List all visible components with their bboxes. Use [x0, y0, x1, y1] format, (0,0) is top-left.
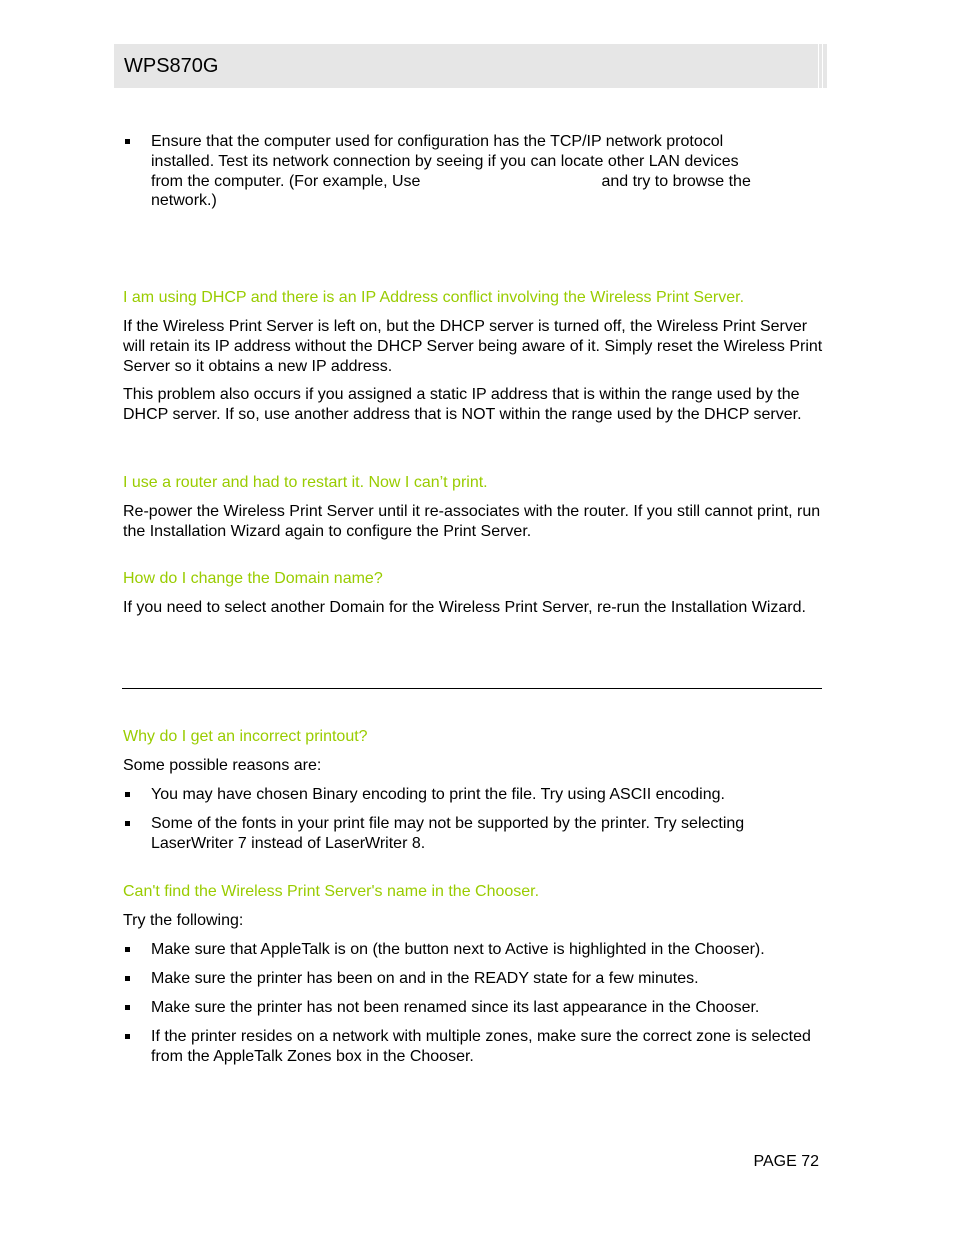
- paragraph: Re-power the Wireless Print Server until it re-associates with the router. If you still cannot print, run the Installation Wizard again to configure the Print Server.: [123, 503, 821, 540]
- list-item-text: [151, 132, 823, 211]
- bullet-square-icon: [125, 1034, 130, 1039]
- header-divider: [822, 44, 823, 88]
- section-heading: Can't find the Wireless Print Server's name in the Chooser.: [123, 883, 540, 900]
- paragraph: If the Wireless Print Server is left on, but the DHCP server is turned off, the Wireless Print Server will retain its IP address without the DHCP Server being aware of it. Simply reset the Wireless Print Server so it obtains a new IP address.: [123, 318, 823, 375]
- section-heading: How do I change the Domain name?: [123, 570, 383, 587]
- list-item-text: Make sure the printer has been on and in the READY state for a few minutes.: [151, 970, 699, 987]
- list-item: [123, 998, 823, 1018]
- list-item: [123, 132, 823, 212]
- bullet-square-icon: [125, 947, 130, 952]
- list-item-text: Make sure the printer has not been renamed since its last appearance in the Chooser.: [151, 999, 760, 1016]
- section-heading: I use a router and had to restart it. Now I can’t print.: [123, 474, 488, 491]
- text-line: installed. Test its network connection by seeing if you can locate other LAN devices: [151, 152, 739, 170]
- bullet-square-icon: [125, 1005, 130, 1010]
- bullet-square-icon: [125, 821, 130, 826]
- bullet-square-icon: [125, 792, 130, 797]
- bullet-square-icon: [125, 976, 130, 981]
- list-item: [123, 1027, 823, 1067]
- header-divider: [818, 44, 819, 88]
- list-item: [123, 814, 823, 854]
- paragraph: Some possible reasons are:: [123, 757, 322, 774]
- list-item: [123, 785, 823, 805]
- text-line: Ensure that the computer used for configuration has the TCP/IP network protocol: [151, 133, 724, 150]
- section-divider: [122, 688, 822, 689]
- list-item: [123, 969, 823, 989]
- paragraph: If you need to select another Domain for the Wireless Print Server, re-run the Installation Wizard.: [123, 599, 806, 616]
- list-item-text: You may have chosen Binary encoding to print the file. Try using ASCII encoding.: [151, 786, 725, 803]
- list-item-text: Some of the fonts in your print file may not be supported by the printer. Try selecting LaserWriter 7 instead of LaserWriter 8.: [151, 815, 745, 852]
- document-title: WPS870G: [124, 55, 219, 77]
- paragraph: Try the following:: [123, 912, 244, 929]
- text-line: network.): [151, 192, 217, 210]
- list-item-text: If the printer resides on a network with multiple zones, make sure the correct zone is selected from the AppleTalk Zones box in the Chooser.: [151, 1028, 811, 1065]
- page-number: PAGE 72: [753, 1153, 819, 1170]
- list-item: [123, 940, 823, 960]
- section-heading: I am using DHCP and there is an IP Address conflict involving the Wireless Print Server.: [123, 289, 745, 306]
- text-line: from the computer. (For example, Use and try to browse the: [151, 172, 751, 190]
- paragraph: This problem also occurs if you assigned a static IP address that is within the range used by the DHCP server. If so, use another address that is NOT within the range used by the DHCP server.: [123, 386, 802, 423]
- page-header: [114, 44, 827, 88]
- bullet-square-icon: [125, 139, 130, 144]
- list-item-text: Make sure that AppleTalk is on (the button next to Active is highlighted in the Chooser).: [151, 941, 765, 958]
- section-heading: Why do I get an incorrect printout?: [123, 728, 368, 745]
